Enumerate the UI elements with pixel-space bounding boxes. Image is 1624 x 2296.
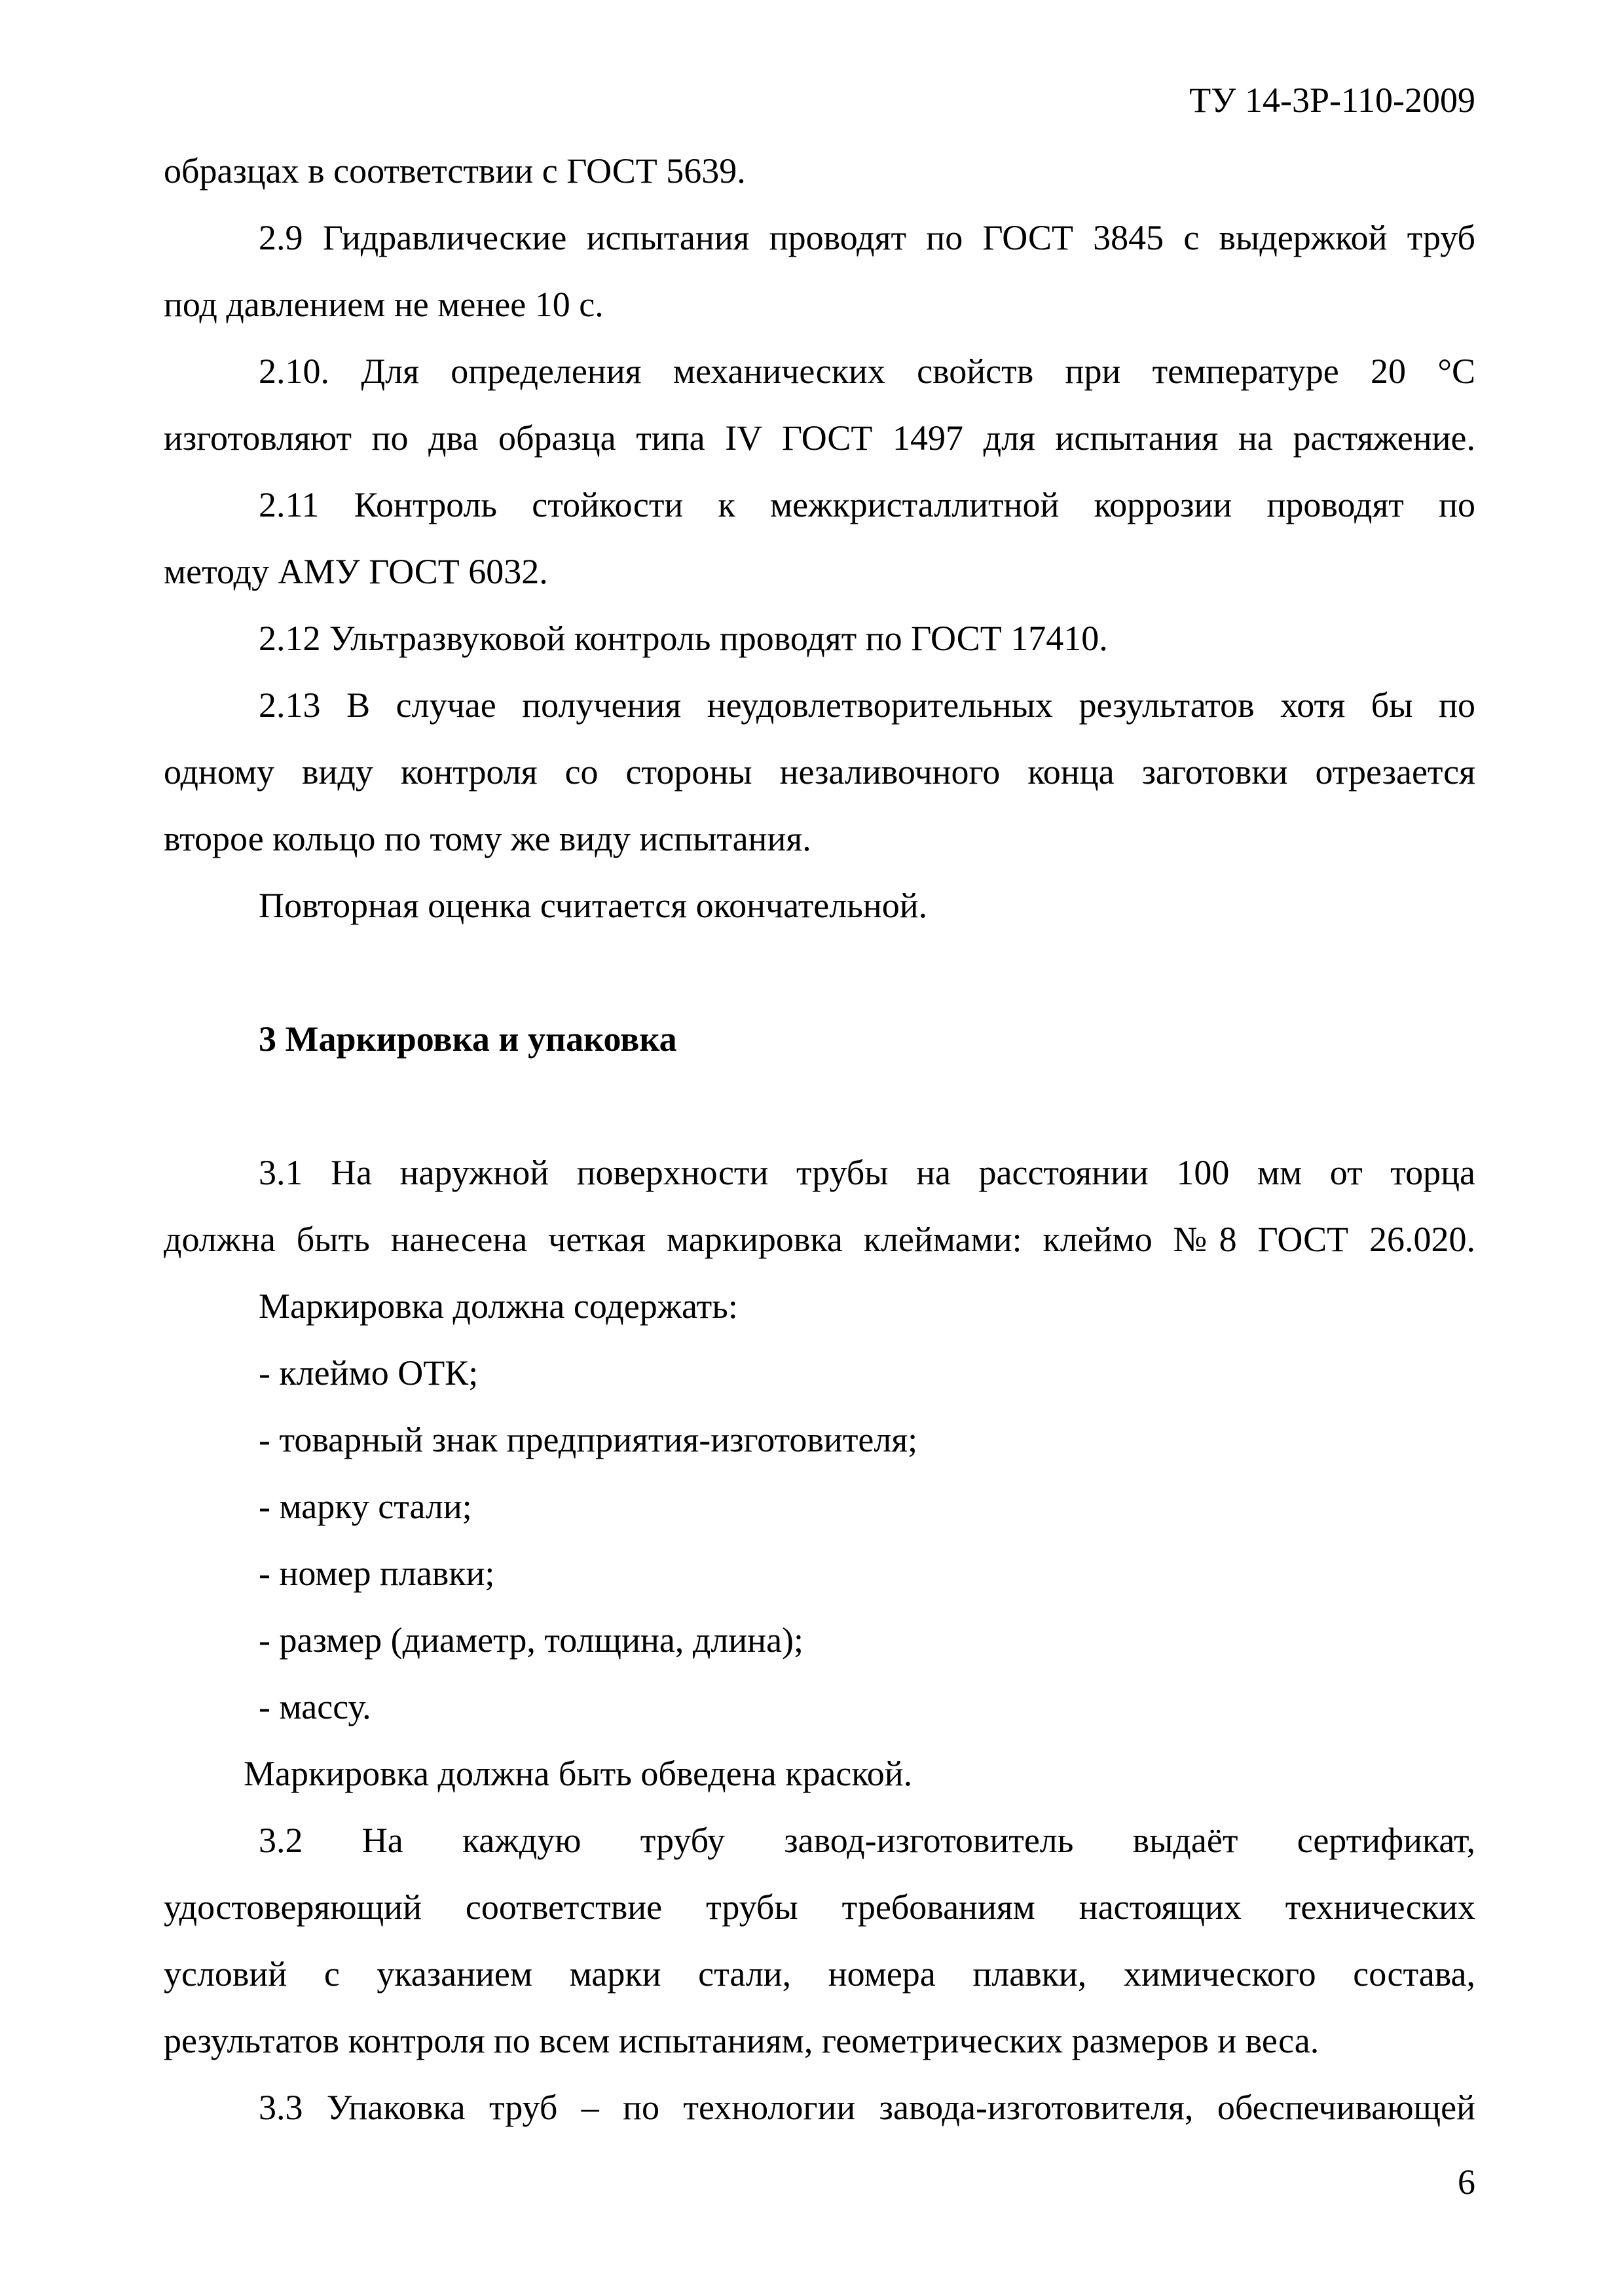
text-line: 2.12 Ультразвуковой контроль проводят по ГОСТ 17410.	[259, 619, 1108, 658]
text-line: - размер (диаметр, толщина, длина);	[259, 1620, 804, 1660]
text-line: 2.13 В случае получения неудовлетворительных результатов хотя бы по	[259, 685, 1475, 725]
document-body	[164, 137, 1475, 2141]
section-heading: 3 Маркировка и упаковка	[259, 1019, 677, 1059]
text-line: 3.1 На наружной поверхности трубы на расстоянии 100 мм от торца	[259, 1153, 1475, 1192]
page-header-label: ТУ 14-3Р-110-2009	[1189, 81, 1475, 120]
text-line: Маркировка должна быть обведена краской.	[244, 1754, 913, 1793]
text-line: под давлением не менее 10 с.	[164, 285, 604, 324]
text-line: 2.11 Контроль стойкости к межкристаллитной коррозии проводят по	[259, 485, 1475, 524]
text-line: условий с указанием марки стали, номера плавки, химического состава,	[164, 1954, 1475, 1994]
text-line: методу АМУ ГОСТ 6032.	[164, 552, 548, 591]
text-line: удостоверяющий соответствие трубы требованиям настоящих технических	[164, 1887, 1475, 1927]
text-line: 3.2 На каждую трубу завод-изготовитель выдаёт сертификат,	[259, 1821, 1475, 1860]
text-line: 2.9 Гидравлические испытания проводят по ГОСТ 3845 с выдержкой труб	[259, 218, 1475, 257]
text-line: 3.3 Упаковка труб – по технологии завода-изготовителя, обеспечивающей	[259, 2088, 1475, 2127]
text-line: изготовляют по два образца типа IV ГОСТ 1497 для испытания на растяжение.	[164, 418, 1475, 458]
page-number: 6	[1458, 2162, 1475, 2202]
text-line: образцах в соответствии с ГОСТ 5639.	[164, 151, 746, 191]
text-line: - марку стали;	[259, 1487, 472, 1526]
text-line: Маркировка должна содержать:	[259, 1286, 738, 1326]
text-line: второе кольцо по тому же виду испытания.	[164, 819, 811, 858]
text-line: результатов контроля по всем испытаниям, геометрических размеров и веса.	[164, 2021, 1320, 2060]
text-line: - массу.	[259, 1687, 371, 1726]
text-line: должна быть нанесена четкая маркировка клеймами: клеймо №8 ГОСТ 26.020.	[164, 1220, 1475, 1259]
text-line: 2.10. Для определения механических свойств при температуре 20 °С	[259, 352, 1475, 391]
text-line: одному виду контроля со стороны незаливочного конца заготовки отрезается	[164, 752, 1475, 792]
text-line: - товарный знак предприятия-изготовителя;	[259, 1420, 918, 1459]
text-line: - клеймо ОТК;	[259, 1353, 479, 1393]
text-line: - номер плавки;	[259, 1554, 495, 1593]
text-line: Повторная оценка считается окончательной.	[259, 886, 928, 925]
